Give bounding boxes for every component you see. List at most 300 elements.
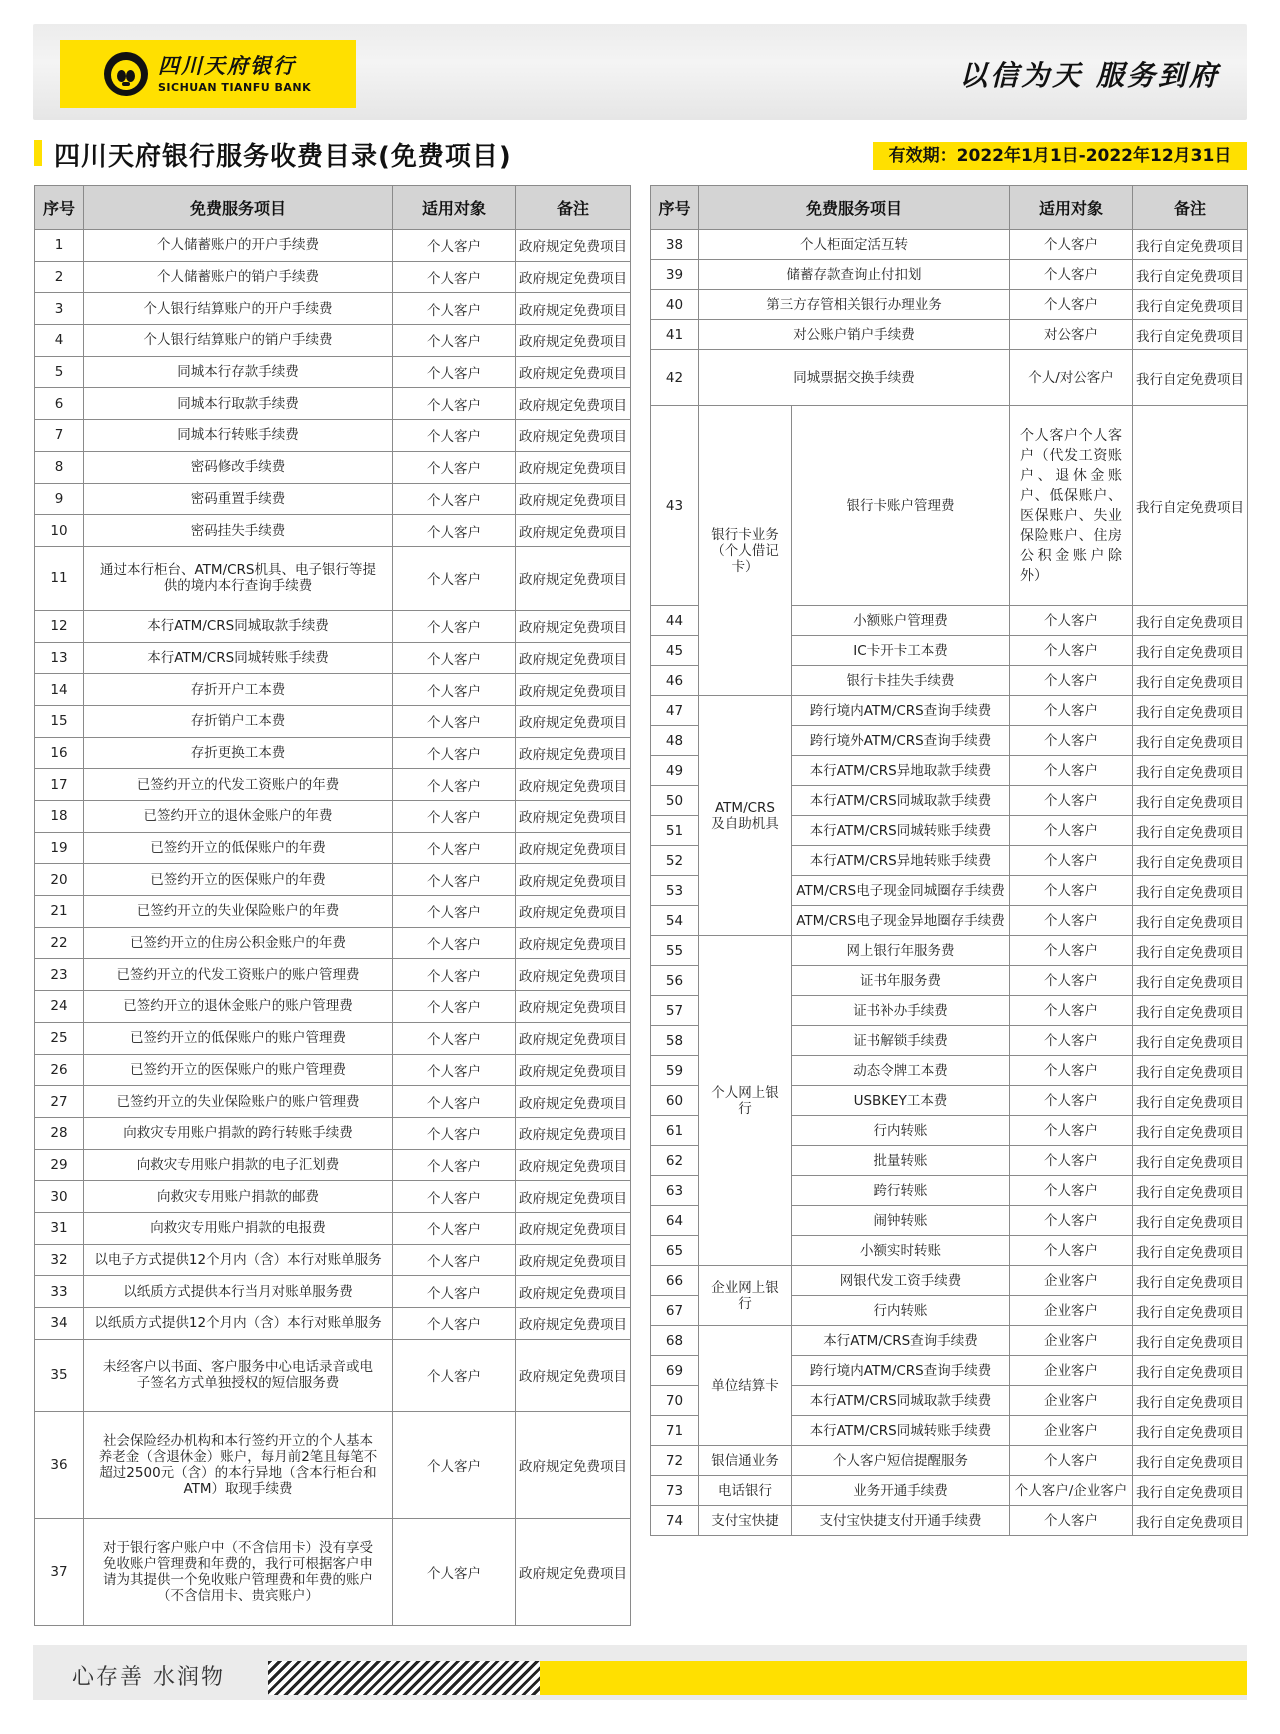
row-no: 42 (651, 350, 699, 406)
row-item: 以纸质方式提供本行当月对账单服务费 (84, 1276, 393, 1308)
table-row (651, 696, 1248, 726)
row-target: 个人客户 (1010, 1206, 1133, 1236)
table-row (651, 1476, 1248, 1506)
row-target: 个人客户 (1010, 786, 1133, 816)
bank-name-en: SICHUAN TIANFU BANK (158, 81, 312, 94)
table-row (35, 1518, 631, 1625)
row-no: 73 (651, 1476, 699, 1506)
row-item: 已签约开立的住房公积金账户的年费 (84, 927, 393, 959)
row-item: 同城票据交换手续费 (699, 350, 1010, 406)
row-target: 企业客户 (1010, 1386, 1133, 1416)
table-row (35, 1117, 631, 1149)
row-no: 55 (651, 936, 699, 966)
row-item: 银行卡挂失手续费 (792, 666, 1010, 696)
row-target: 个人客户 (1010, 1176, 1133, 1206)
table-row (35, 1411, 631, 1518)
row-no: 71 (651, 1416, 699, 1446)
row-note: 政府规定免费项目 (516, 737, 631, 769)
row-no: 19 (35, 832, 84, 864)
row-no: 51 (651, 816, 699, 846)
row-target: 个人客户 (1010, 936, 1133, 966)
row-target: 个人客户/企业客户 (1010, 1476, 1133, 1506)
row-note: 我行自定免费项目 (1133, 906, 1248, 936)
row-item: 对于银行客户账户中（不含信用卡）没有享受免收账户管理费和年费的，我行可根据客户申请为其提供一个免收账户管理费和年费的账户（不含信用卡、贵宾账户） (84, 1518, 393, 1625)
row-no: 6 (35, 388, 84, 420)
row-no: 57 (651, 996, 699, 1026)
row-note: 政府规定免费项目 (516, 261, 631, 293)
row-target: 个人客户 (1010, 1116, 1133, 1146)
row-no: 62 (651, 1146, 699, 1176)
row-item: 已签约开立的失业保险账户的年费 (84, 896, 393, 928)
row-item: 行内转账 (792, 1116, 1010, 1146)
row-no: 23 (35, 959, 84, 991)
row-no: 31 (35, 1212, 84, 1244)
row-target: 个人客户 (393, 1054, 516, 1086)
row-no: 13 (35, 642, 84, 674)
row-note: 政府规定免费项目 (516, 1149, 631, 1181)
row-no: 65 (651, 1236, 699, 1266)
row-target: 个人客户 (393, 1276, 516, 1308)
row-item: 本行ATM/CRS同城转账手续费 (84, 642, 393, 674)
table-row (35, 451, 631, 483)
row-no: 64 (651, 1206, 699, 1236)
row-note: 我行自定免费项目 (1133, 936, 1248, 966)
row-no: 26 (35, 1054, 84, 1086)
row-item: 向救灾专用账户捐款的邮费 (84, 1181, 393, 1213)
row-note: 政府规定免费项目 (516, 388, 631, 420)
row-item: 小额账户管理费 (792, 606, 1010, 636)
table-row (35, 420, 631, 452)
row-no: 39 (651, 260, 699, 290)
row-note: 政府规定免费项目 (516, 1117, 631, 1149)
row-target: 个人客户 (1010, 1146, 1133, 1176)
row-target: 企业客户 (1010, 1266, 1133, 1296)
page-title: 四川天府银行服务收费目录(免费项目) (54, 142, 512, 172)
validity-badge: 有效期：2022年1月1日-2022年12月31日 (873, 142, 1247, 170)
row-note: 我行自定免费项目 (1133, 1296, 1248, 1326)
row-item: 支付宝快捷支付开通手续费 (792, 1506, 1010, 1536)
row-item: 存折开户工本费 (84, 674, 393, 706)
row-note: 我行自定免费项目 (1133, 1176, 1248, 1206)
row-item: 密码挂失手续费 (84, 515, 393, 547)
row-target: 个人客户 (1010, 876, 1133, 906)
row-note: 政府规定免费项目 (516, 1308, 631, 1340)
row-item: 已签约开立的代发工资账户的年费 (84, 769, 393, 801)
row-no: 45 (651, 636, 699, 666)
slogan: 以信为天 服务到府 (959, 59, 1220, 92)
row-note: 我行自定免费项目 (1133, 1146, 1248, 1176)
table-row (651, 936, 1248, 966)
table-row (35, 705, 631, 737)
row-item: USBKEY工本费 (792, 1086, 1010, 1116)
row-item: 存折销户工本费 (84, 705, 393, 737)
row-item: 跨行境外ATM/CRS查询手续费 (792, 726, 1010, 756)
row-note: 我行自定免费项目 (1133, 1416, 1248, 1446)
row-note: 我行自定免费项目 (1133, 696, 1248, 726)
table-row (651, 1266, 1248, 1296)
row-note: 我行自定免费项目 (1133, 1326, 1248, 1356)
row-target: 个人客户 (1010, 260, 1133, 290)
row-target: 个人/对公客户 (1010, 350, 1133, 406)
row-item: 本行ATM/CRS同城取款手续费 (792, 1386, 1010, 1416)
row-note: 我行自定免费项目 (1133, 1356, 1248, 1386)
row-no: 70 (651, 1386, 699, 1416)
table-row (35, 864, 631, 896)
table-row (651, 320, 1248, 350)
row-note: 政府规定免费项目 (516, 325, 631, 357)
row-no: 37 (35, 1518, 84, 1625)
row-item: 已签约开立的退休金账户的年费 (84, 801, 393, 833)
table-row (35, 1149, 631, 1181)
row-target: 个人客户 (393, 991, 516, 1023)
table-row (35, 1339, 631, 1411)
row-no: 50 (651, 786, 699, 816)
row-target: 个人客户 (393, 642, 516, 674)
col-header-item: 免费服务项目 (84, 186, 393, 230)
row-item: 网上银行年服务费 (792, 936, 1010, 966)
row-no: 21 (35, 896, 84, 928)
row-item: 未经客户以书面、客户服务中心电话录音或电子签名方式单独授权的短信服务费 (84, 1339, 393, 1411)
row-category: ATM/CRS及自助机具 (699, 696, 792, 936)
row-note: 我行自定免费项目 (1133, 350, 1248, 406)
row-target: 个人客户 (393, 1086, 516, 1118)
col-header-note: 备注 (1133, 186, 1248, 230)
row-no: 59 (651, 1056, 699, 1086)
title-accent-bar (34, 140, 42, 166)
row-no: 33 (35, 1276, 84, 1308)
row-target: 个人客户 (1010, 966, 1133, 996)
table-row (35, 388, 631, 420)
row-target: 个人客户 (1010, 696, 1133, 726)
col-header-note: 备注 (516, 186, 631, 230)
row-no: 56 (651, 966, 699, 996)
row-item: 存折更换工本费 (84, 737, 393, 769)
row-no: 36 (35, 1411, 84, 1518)
table-row (35, 769, 631, 801)
row-target: 个人客户 (1010, 1506, 1133, 1536)
row-item: 以纸质方式提供12个月内（含）本行对账单服务 (84, 1308, 393, 1340)
row-item: 业务开通手续费 (792, 1476, 1010, 1506)
col-header-no: 序号 (651, 186, 699, 230)
footer-motto: 心存善 水润物 (72, 1665, 225, 1690)
row-target: 个人客户 (393, 546, 516, 610)
row-no: 14 (35, 674, 84, 706)
row-note: 我行自定免费项目 (1133, 846, 1248, 876)
row-target: 个人客户 (393, 1339, 516, 1411)
row-item: 本行ATM/CRS查询手续费 (792, 1326, 1010, 1356)
row-item: 个人储蓄账户的开户手续费 (84, 230, 393, 262)
row-item: 已签约开立的医保账户的账户管理费 (84, 1054, 393, 1086)
row-no: 60 (651, 1086, 699, 1116)
row-item: 第三方存管相关银行办理业务 (699, 290, 1010, 320)
row-note: 我行自定免费项目 (1133, 1086, 1248, 1116)
row-no: 49 (651, 756, 699, 786)
table-row (35, 1308, 631, 1340)
row-note: 政府规定免费项目 (516, 1054, 631, 1086)
row-item: 跨行境内ATM/CRS查询手续费 (792, 1356, 1010, 1386)
row-target: 个人客户 (1010, 606, 1133, 636)
row-target: 个人客户 (1010, 230, 1133, 260)
row-item: 跨行境内ATM/CRS查询手续费 (792, 696, 1010, 726)
row-target: 个人客户 (393, 261, 516, 293)
table-row (35, 546, 631, 610)
row-no: 15 (35, 705, 84, 737)
row-item: 已签约开立的失业保险账户的账户管理费 (84, 1086, 393, 1118)
row-note: 我行自定免费项目 (1133, 290, 1248, 320)
row-note: 我行自定免费项目 (1133, 1056, 1248, 1086)
row-note: 政府规定免费项目 (516, 546, 631, 610)
row-note: 政府规定免费项目 (516, 293, 631, 325)
row-note: 我行自定免费项目 (1133, 636, 1248, 666)
row-note: 政府规定免费项目 (516, 483, 631, 515)
row-note: 我行自定免费项目 (1133, 1236, 1248, 1266)
row-target: 个人客户 (393, 1308, 516, 1340)
table-row (35, 801, 631, 833)
row-no: 69 (651, 1356, 699, 1386)
row-note: 我行自定免费项目 (1133, 1206, 1248, 1236)
row-note: 政府规定免费项目 (516, 1276, 631, 1308)
row-target: 个人客户 (393, 1518, 516, 1625)
row-target: 个人客户 (1010, 1086, 1133, 1116)
row-note: 我行自定免费项目 (1133, 406, 1248, 606)
row-no: 8 (35, 451, 84, 483)
row-no: 3 (35, 293, 84, 325)
row-no: 74 (651, 1506, 699, 1536)
table-row (35, 642, 631, 674)
row-no: 72 (651, 1446, 699, 1476)
row-no: 44 (651, 606, 699, 636)
table-row (35, 1276, 631, 1308)
row-note: 政府规定免费项目 (516, 451, 631, 483)
row-target: 个人客户 (1010, 290, 1133, 320)
table-row (651, 1506, 1248, 1536)
row-note: 我行自定免费项目 (1133, 966, 1248, 996)
row-note: 政府规定免费项目 (516, 230, 631, 262)
row-target: 个人客户 (393, 325, 516, 357)
row-target: 个人客户 (393, 1411, 516, 1518)
table-row (35, 261, 631, 293)
row-target: 个人客户 (1010, 1056, 1133, 1086)
bank-name-cn: 四川天府银行 (158, 53, 296, 78)
table-row (35, 674, 631, 706)
table-row (651, 350, 1248, 406)
row-note: 政府规定免费项目 (516, 1339, 631, 1411)
row-target: 企业客户 (1010, 1356, 1133, 1386)
row-target: 个人客户 (393, 293, 516, 325)
table-row (35, 737, 631, 769)
row-target: 个人客户 (393, 737, 516, 769)
row-note: 政府规定免费项目 (516, 705, 631, 737)
row-item: 同城本行存款手续费 (84, 356, 393, 388)
row-no: 22 (35, 927, 84, 959)
row-no: 11 (35, 546, 84, 610)
row-item: 个人柜面定活互转 (699, 230, 1010, 260)
row-item: 动态令牌工本费 (792, 1056, 1010, 1086)
row-category: 企业网上银行 (699, 1266, 792, 1326)
row-no: 35 (35, 1339, 84, 1411)
row-item: 向救灾专用账户捐款的电报费 (84, 1212, 393, 1244)
row-target: 个人客户 (393, 515, 516, 547)
row-no: 67 (651, 1296, 699, 1326)
row-item: 闹钟转账 (792, 1206, 1010, 1236)
table-row (651, 230, 1248, 260)
row-item: 社会保险经办机构和本行签约开立的个人基本养老金（含退休金）账户，每月前2笔且每笔不超过2500元（含）的本行异地（含本行柜台和ATM）取现手续费 (84, 1411, 393, 1518)
row-note: 政府规定免费项目 (516, 1244, 631, 1276)
row-target: 个人客户 (1010, 1236, 1133, 1266)
table-row (35, 1212, 631, 1244)
row-target: 个人客户 (393, 1022, 516, 1054)
row-no: 68 (651, 1326, 699, 1356)
row-item: 网银代发工资手续费 (792, 1266, 1010, 1296)
row-target: 企业客户 (1010, 1416, 1133, 1446)
row-target: 个人客户 (1010, 846, 1133, 876)
table-row (35, 1244, 631, 1276)
row-no: 32 (35, 1244, 84, 1276)
table-row (651, 260, 1248, 290)
table-row (35, 1181, 631, 1213)
fee-table-right (650, 185, 1248, 1536)
row-no: 58 (651, 1026, 699, 1056)
row-no: 7 (35, 420, 84, 452)
row-no: 43 (651, 406, 699, 606)
row-no: 28 (35, 1117, 84, 1149)
row-note: 政府规定免费项目 (516, 832, 631, 864)
row-note: 我行自定免费项目 (1133, 666, 1248, 696)
row-target: 个人客户 (393, 769, 516, 801)
row-note: 政府规定免费项目 (516, 864, 631, 896)
row-item: 储蓄存款查询止付扣划 (699, 260, 1010, 290)
row-no: 25 (35, 1022, 84, 1054)
row-note: 我行自定免费项目 (1133, 726, 1248, 756)
row-item: 同城本行取款手续费 (84, 388, 393, 420)
row-note: 政府规定免费项目 (516, 801, 631, 833)
row-item: 本行ATM/CRS异地转账手续费 (792, 846, 1010, 876)
row-no: 24 (35, 991, 84, 1023)
row-item: 本行ATM/CRS同城取款手续费 (84, 610, 393, 642)
row-category: 支付宝快捷 (699, 1506, 792, 1536)
bank-logo (60, 40, 356, 108)
row-category: 个人网上银行 (699, 936, 792, 1266)
row-target: 个人客户 (393, 1149, 516, 1181)
row-note: 政府规定免费项目 (516, 420, 631, 452)
row-item: 证书年服务费 (792, 966, 1010, 996)
row-no: 41 (651, 320, 699, 350)
row-item: 密码重置手续费 (84, 483, 393, 515)
table-row (35, 1022, 631, 1054)
row-note: 我行自定免费项目 (1133, 1386, 1248, 1416)
row-item: 小额实时转账 (792, 1236, 1010, 1266)
row-no: 46 (651, 666, 699, 696)
row-item: 本行ATM/CRS同城取款手续费 (792, 786, 1010, 816)
table-row (35, 896, 631, 928)
row-no: 1 (35, 230, 84, 262)
table-row (35, 832, 631, 864)
row-note: 政府规定免费项目 (516, 1022, 631, 1054)
row-item: 证书补办手续费 (792, 996, 1010, 1026)
row-category: 电话银行 (699, 1476, 792, 1506)
row-no: 54 (651, 906, 699, 936)
row-no: 30 (35, 1181, 84, 1213)
row-item: 已签约开立的医保账户的年费 (84, 864, 393, 896)
row-target: 个人客户 (1010, 1026, 1133, 1056)
row-item: 已签约开立的低保账户的年费 (84, 832, 393, 864)
row-no: 16 (35, 737, 84, 769)
row-target: 个人客户 (393, 388, 516, 420)
row-target: 个人客户 (1010, 756, 1133, 786)
row-target: 个人客户 (393, 832, 516, 864)
row-note: 政府规定免费项目 (516, 1212, 631, 1244)
row-item: 行内转账 (792, 1296, 1010, 1326)
footer-stripe-decoration (268, 1661, 540, 1695)
table-row (651, 1326, 1248, 1356)
row-no: 47 (651, 696, 699, 726)
row-target: 个人客户 (1010, 996, 1133, 1026)
footer-yellow-bar (540, 1661, 1247, 1695)
row-no: 2 (35, 261, 84, 293)
row-item: 本行ATM/CRS同城转账手续费 (792, 1416, 1010, 1446)
row-target: 个人客户 (393, 705, 516, 737)
row-no: 38 (651, 230, 699, 260)
row-note: 我行自定免费项目 (1133, 1446, 1248, 1476)
row-no: 5 (35, 356, 84, 388)
row-note: 我行自定免费项目 (1133, 1266, 1248, 1296)
row-target: 个人客户 (393, 896, 516, 928)
row-no: 61 (651, 1116, 699, 1146)
row-no: 27 (35, 1086, 84, 1118)
row-target: 个人客户 (393, 1117, 516, 1149)
row-item: 本行ATM/CRS同城转账手续费 (792, 816, 1010, 846)
row-item: 已签约开立的退休金账户的账户管理费 (84, 991, 393, 1023)
row-note: 政府规定免费项目 (516, 991, 631, 1023)
row-note: 我行自定免费项目 (1133, 260, 1248, 290)
row-item: 向救灾专用账户捐款的跨行转账手续费 (84, 1117, 393, 1149)
col-header-target: 适用对象 (1010, 186, 1133, 230)
row-target: 个人客户 (393, 451, 516, 483)
row-target: 个人客户 (393, 230, 516, 262)
row-item: 已签约开立的代发工资账户的账户管理费 (84, 959, 393, 991)
row-target: 个人客户 (393, 356, 516, 388)
row-note: 我行自定免费项目 (1133, 786, 1248, 816)
table-row (35, 230, 631, 262)
table-row (651, 406, 1248, 606)
table-row (35, 991, 631, 1023)
row-category: 银信通业务 (699, 1446, 792, 1476)
row-note: 我行自定免费项目 (1133, 1026, 1248, 1056)
row-item: 银行卡账户管理费 (792, 406, 1010, 606)
row-target: 企业客户 (1010, 1296, 1133, 1326)
row-item: 本行ATM/CRS异地取款手续费 (792, 756, 1010, 786)
row-note: 政府规定免费项目 (516, 1518, 631, 1625)
col-header-target: 适用对象 (393, 186, 516, 230)
row-no: 17 (35, 769, 84, 801)
row-no: 4 (35, 325, 84, 357)
row-item: 同城本行转账手续费 (84, 420, 393, 452)
row-note: 我行自定免费项目 (1133, 1506, 1248, 1536)
row-item: 证书解锁手续费 (792, 1026, 1010, 1056)
row-item: 个人银行结算账户的开户手续费 (84, 293, 393, 325)
row-item: 批量转账 (792, 1146, 1010, 1176)
row-target: 个人客户 (1010, 1446, 1133, 1476)
row-item: 个人客户短信提醒服务 (792, 1446, 1010, 1476)
row-no: 18 (35, 801, 84, 833)
row-no: 10 (35, 515, 84, 547)
row-no: 9 (35, 483, 84, 515)
row-note: 政府规定免费项目 (516, 769, 631, 801)
col-header-no: 序号 (35, 186, 84, 230)
row-item: ATM/CRS电子现金异地圈存手续费 (792, 906, 1010, 936)
row-target: 个人客户 (1010, 636, 1133, 666)
row-target: 个人客户 (393, 959, 516, 991)
